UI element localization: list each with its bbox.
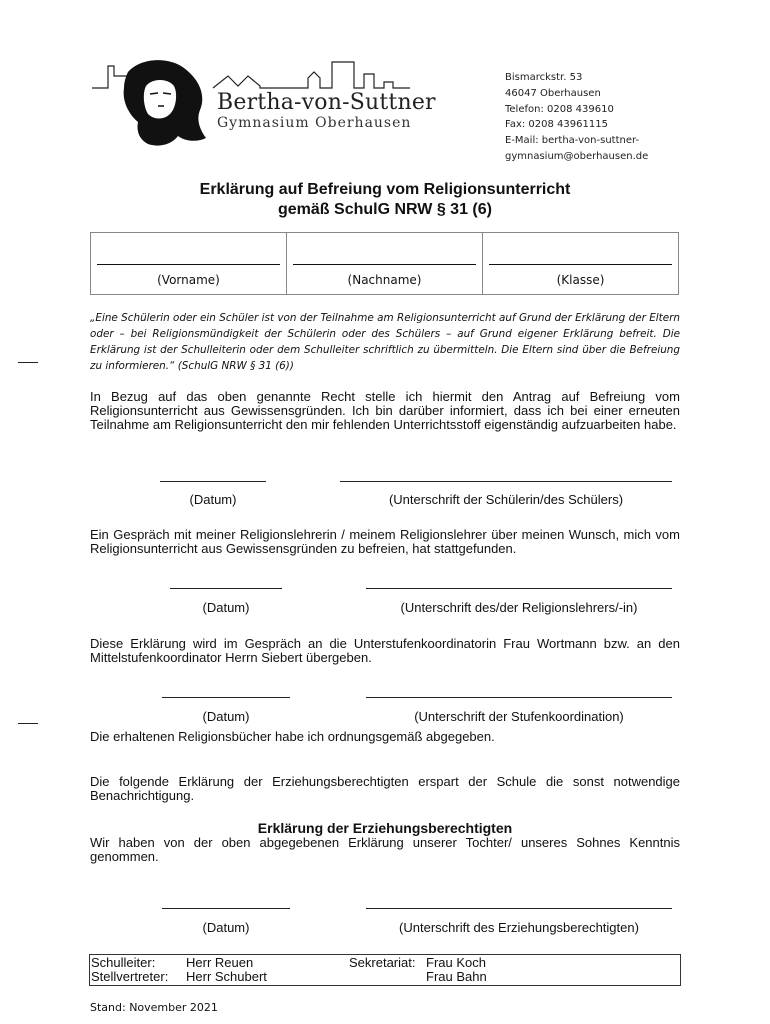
fold-mark	[18, 723, 38, 724]
books-text: Die erhaltenen Religionsbücher habe ich ordnungsgemäß abgegeben.	[90, 729, 495, 744]
address-line: Telefon: 0208 439610	[505, 103, 614, 115]
revision-date: Stand: November 2021	[90, 1001, 218, 1014]
signature-line[interactable]	[366, 908, 672, 909]
date-label: (Datum)	[202, 920, 250, 935]
signature-line[interactable]	[366, 588, 672, 589]
class-label: (Klasse)	[556, 273, 605, 287]
date-line[interactable]	[160, 481, 266, 482]
secretariat-label: Sekretariat:	[349, 955, 416, 970]
conversation-text: Ein Gespräch mit meiner Religionslehrerin / meinem Religionslehrer über meinen Wunsch, mich vom Religionsunterricht aus Gewissensgründen zu befreien, hat stattgefunden.	[90, 527, 680, 556]
signature-line[interactable]	[340, 481, 672, 482]
secretariat-name: Frau Bahn	[426, 969, 487, 984]
parents-heading: Erklärung der Erziehungsberechtigten	[257, 820, 513, 836]
last-name-label: (Nachname)	[347, 273, 422, 287]
date-line[interactable]	[170, 588, 282, 589]
date-line[interactable]	[162, 697, 290, 698]
first-name-label: (Vorname)	[157, 273, 220, 287]
date-label: (Datum)	[202, 600, 250, 615]
date-label: (Datum)	[202, 709, 250, 724]
document-title: Erklärung auf Befreiung vom Religionsunterricht	[199, 181, 571, 198]
deputy-name: Herr Schubert	[186, 969, 267, 984]
address-line: gymnasium@oberhausen.de	[505, 150, 649, 162]
school-subtitle: Gymnasium Oberhausen	[217, 115, 412, 131]
staff-footer	[89, 954, 681, 986]
last-name-field[interactable]	[287, 233, 483, 294]
date-line[interactable]	[162, 908, 290, 909]
fold-mark	[18, 362, 38, 363]
request-text: In Bezug auf das oben genannte Recht stelle ich hiermit den Antrag auf Befreiung vom Religionsunterricht aus Gewissensgründen. Ich bin darüber informiert, dass ich bei einer erneuten Teilnahme am Religionsunterricht den mir fehlenden Unterrichtsstoff eigenständig aufzuarbeiten habe.	[90, 389, 680, 432]
teacher-signature-label: (Unterschrift des/der Religionslehrers/-in)	[400, 600, 638, 615]
signature-line[interactable]	[366, 697, 672, 698]
document-subtitle: gemäß SchulG NRW § 31 (6)	[278, 201, 492, 218]
notice-text: Die folgende Erklärung der Erziehungsberechtigten erspart der Schule die sonst notwendige Benachrichtigung.	[90, 774, 680, 803]
parents-text: Wir haben von der oben abgegebenen Erklärung unserer Tochter/ unseres Sohnes Kenntnis genommen.	[90, 835, 680, 864]
date-label: (Datum)	[189, 492, 237, 507]
coordination-text: Diese Erklärung wird im Gespräch an die Unterstufenkoordinatorin Frau Wortmann bzw. an den Mittelstufenkoordinator Herrn Siebert übergeben.	[90, 636, 680, 665]
address-line: E-Mail: bertha-von-suttner-	[505, 135, 640, 147]
address-line: 46047 Oberhausen	[505, 87, 601, 99]
address-line: Fax: 0208 43961115	[505, 119, 608, 131]
secretariat-name: Frau Koch	[426, 955, 486, 970]
principal-name: Herr Reuen	[186, 955, 254, 970]
coordination-signature-label: (Unterschrift der Stufenkoordination)	[414, 709, 624, 724]
parents-signature-label: (Unterschrift des Erziehungsberechtigten)	[399, 920, 639, 935]
class-field[interactable]	[483, 233, 678, 294]
address-line: Bismarckstr. 53	[505, 72, 583, 83]
principal-label: Schulleiter:	[91, 955, 156, 970]
law-quote: „Eine Schülerin oder ein Schüler ist von der Teilnahme am Religionsunterricht auf Grund der Erklärung der Eltern oder – bei Religionsmündigkeit der Schülerin oder des Schülers – auf Grund eigener Erklärung befreit. Die Erklärung ist der Schulleiterin oder dem Schulleiter schriftlich zu übermitteln. Die Eltern sind über die Befreiung zu informieren.“ (SchulG NRW § 31 (6))	[90, 312, 680, 372]
school-address	[505, 70, 648, 165]
first-name-field[interactable]	[91, 233, 287, 294]
student-signature-label: (Unterschrift der Schülerin/des Schülers)	[388, 492, 624, 507]
school-name: Bertha-von-Suttner	[217, 90, 436, 115]
name-fields-table	[90, 232, 679, 295]
deputy-label: Stellvertreter:	[91, 969, 169, 984]
